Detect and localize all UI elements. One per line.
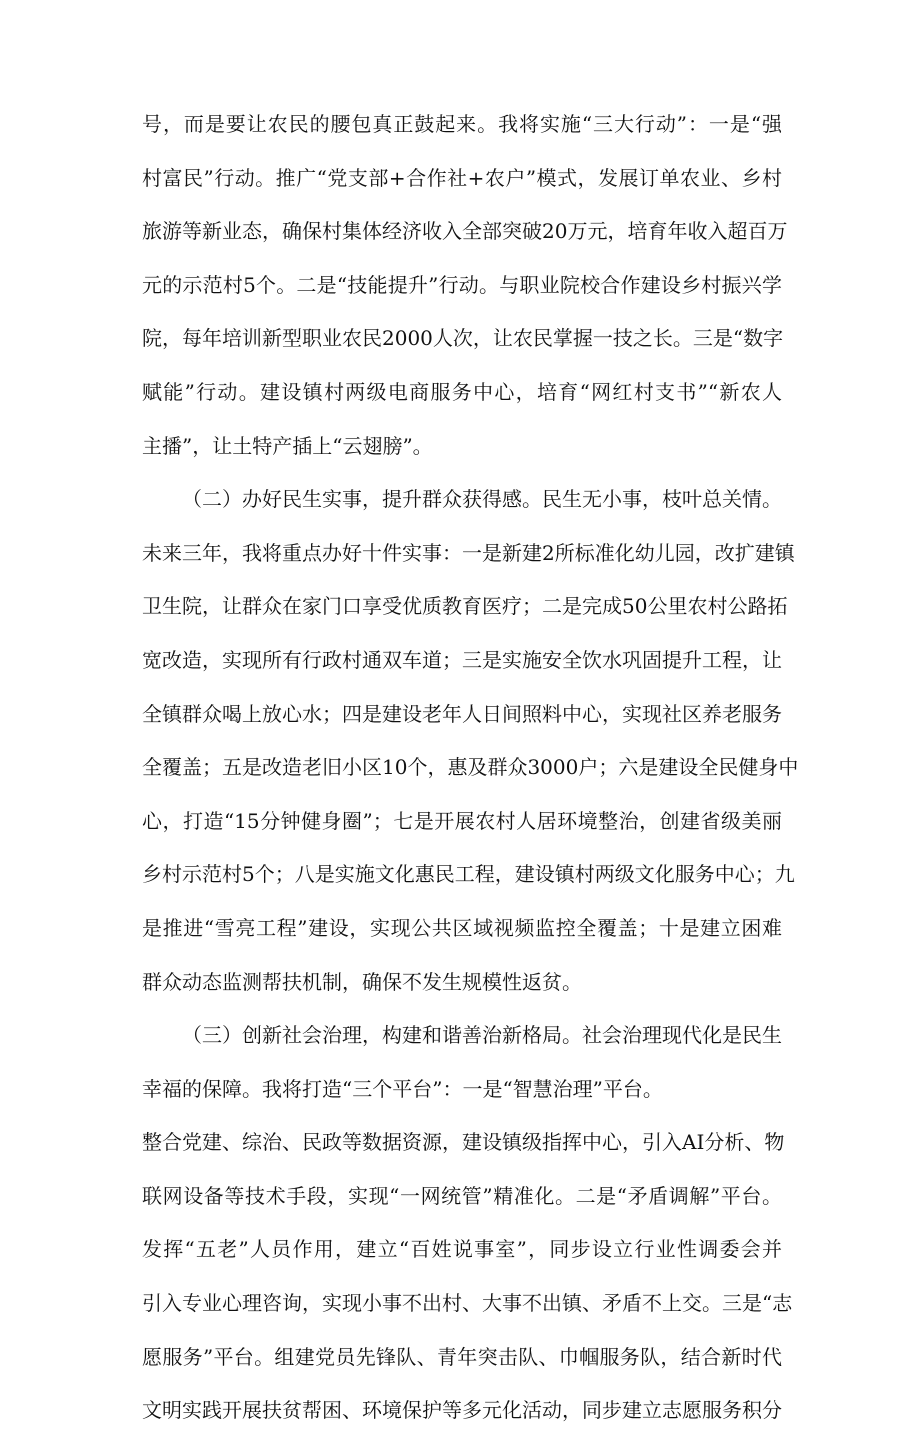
text-line: 村富民”行动。推广“党支部+合作社+农户”模式，发展订单农业、乡村 — [142, 165, 782, 190]
text-line: 院，每年培训新型职业农民2000人次，让农民掌握一技之长。三是“数字 — [142, 326, 784, 351]
text-line: 卫生院，让群众在家门口享受优质教育医疗；二是完成50公里农村公路拓 — [142, 594, 788, 619]
text-line: 发挥“五老”人员作用，建立“百姓说事室”，同步设立行业性调委会并 — [142, 1237, 782, 1262]
text-line: 号，而是要让农民的腰包真正鼓起来。我将实施“三大行动”：一是“强 — [142, 112, 782, 136]
paragraph-heading-line: （三）创新社会治理，构建和谐善治新格局。社会治理现代化是民生 — [182, 1023, 782, 1048]
text-line: 文明实践开展扶贫帮困、环境保护等多元化活动，同步建立志愿服务积分 — [142, 1398, 782, 1423]
text-line: 群众动态监测帮扶机制，确保不发生规模性返贫。 — [142, 969, 582, 994]
text-line: 幸福的保障。我将打造“三个平台”：一是“智慧治理”平台。 — [142, 1076, 663, 1101]
text-line: 愿服务”平台。组建党员先锋队、青年突击队、巾帼服务队，结合新时代 — [142, 1344, 782, 1369]
text-line: 联网设备等技术手段，实现“一网统管”精准化。二是“矛盾调解”平台。 — [142, 1183, 782, 1208]
text-line: 赋能”行动。建设镇村两级电商服务中心，培育“网红村支书”“新农人 — [142, 379, 782, 404]
text-line: 主播”，让土特产插上“云翅膀”。 — [142, 433, 433, 458]
text-line: 是推进“雪亮工程”建设，实现公共区域视频监控全覆盖；十是建立困难 — [142, 915, 782, 940]
document-body — [142, 98, 799, 1438]
text-line: 心，打造“15分钟健身圈”；七是开展农村人居环境整治，创建省级美丽 — [142, 808, 782, 833]
text-line: 元的示范村5个。二是“技能提升”行动。与职业院校合作建设乡村振兴学 — [142, 272, 782, 297]
text-line: 全覆盖；五是改造老旧小区10个，惠及群众3000户；六是建设全民健身中 — [142, 755, 799, 780]
paragraph-heading-line: （二）办好民生实事，提升群众获得感。民生无小事，枝叶总关情。 — [182, 487, 782, 512]
text-line: 引入专业心理咨询，实现小事不出村、大事不出镇、矛盾不上交。三是“志 — [142, 1291, 793, 1316]
text-line: 整合党建、综治、民政等数据资源，建设镇级指挥中心，引入AI分析、物 — [142, 1130, 785, 1155]
text-line: 乡村示范村5个；八是实施文化惠民工程，建设镇村两级文化服务中心；九 — [142, 862, 795, 887]
text-line: 旅游等新业态，确保村集体经济收入全部突破20万元，培育年收入超百万 — [142, 219, 788, 244]
text-line: 宽改造，实现所有行政村通双车道；三是实施安全饮水巩固提升工程，让 — [142, 647, 782, 672]
text-line: 全镇群众喝上放心水；四是建设老年人日间照料中心，实现社区养老服务 — [142, 701, 782, 726]
text-line: 未来三年，我将重点办好十件实事：一是新建2所标准化幼儿园，改扩建镇 — [142, 540, 795, 565]
